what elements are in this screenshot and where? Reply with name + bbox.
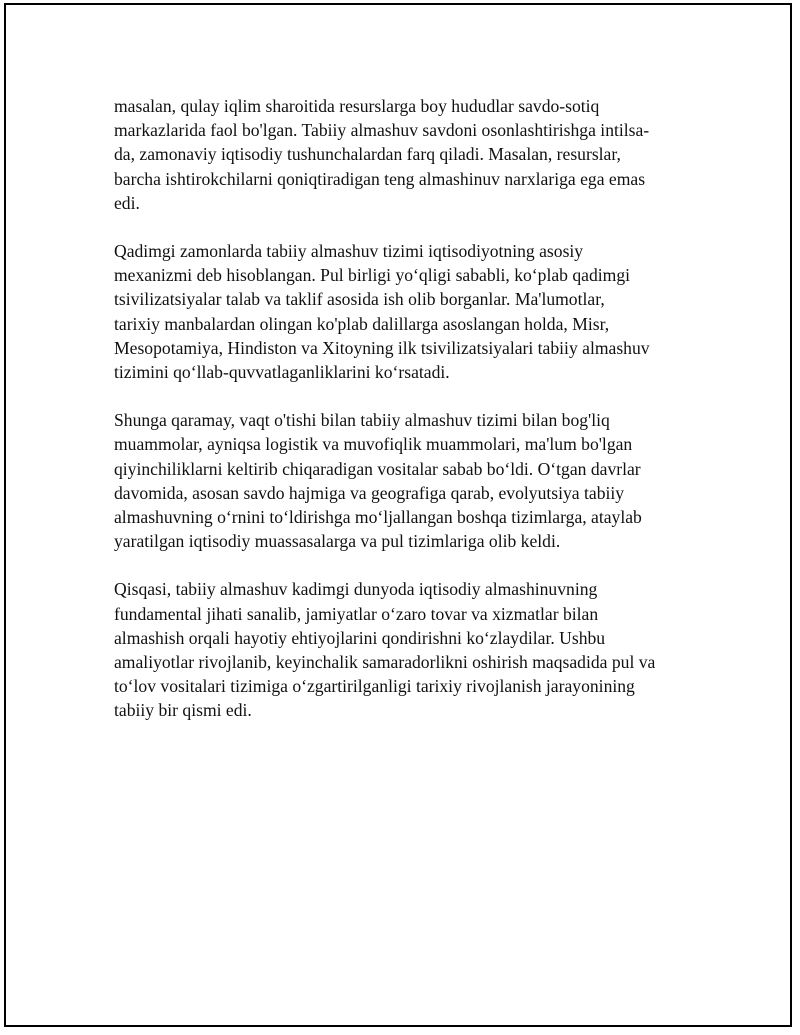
text-line: barcha ishtirokchilarni qoniqtiradigan teng almashinuv narxlariga ega emas <box>114 168 646 189</box>
text-line: tabiiy bir qismi edi. <box>114 700 252 721</box>
text-line: tizimini qo‘llab-quvvatlaganliklarini ko‘rsatadi. <box>114 362 450 383</box>
text-line: Qadimgi zamonlarda tabiiy almashuv tizimi iqtisodiyotning asosiy <box>114 241 584 262</box>
text-line: davomida, asosan savdo hajmiga va geografiga qarab, evolyutsiya tabiiy <box>114 482 625 503</box>
text-line: tarixiy manbalardan olingan ko'plab dalillarga asoslangan holda, Misr, <box>114 313 610 334</box>
text-line: yaratilgan iqtisodiy muassasalarga va pul tizimlariga olib keldi. <box>114 531 561 552</box>
text-line: fundamental jihati sanalib, jamiyatlar o‘zaro tovar va xizmatlar bilan <box>114 603 599 624</box>
text-line: edi. <box>114 192 140 213</box>
paragraph-1 <box>114 94 674 215</box>
document-body <box>114 94 674 747</box>
text-line: markazlarida faol bo'lgan. Tabiiy almashuv savdoni osonlashtirishga intilsa- <box>114 120 650 141</box>
paragraph-4 <box>114 577 674 722</box>
text-line: qiyinchiliklarni keltirib chiqaradigan vositalar sabab bo‘ldi. O‘tgan davrlar <box>114 458 641 479</box>
text-line: to‘lov vositalari tizimiga o‘zgartirilganligi tarixiy rivojlanish jarayonining <box>114 676 635 697</box>
text-line: mexanizmi deb hisoblangan. Pul birligi yo‘qligi sababli, ko‘plab qadimgi <box>114 265 631 286</box>
text-line: almashish orqali hayotiy ehtiyojlarini qondirishni ko‘zlaydilar. Ushbu <box>114 627 606 648</box>
text-line: Shunga qaramay, vaqt o'tishi bilan tabiiy almashuv tizimi bilan bog'liq <box>114 410 610 431</box>
text-line: tsivilizatsiyalar talab va taklif asosida ish olib borganlar. Ma'lumotlar, <box>114 289 605 310</box>
text-line: Mesopotamiya, Hindiston va Xitoyning ilk tsivilizatsiyalari tabiiy almashuv <box>114 337 650 358</box>
text-line: da, zamonaviy iqtisodiy tushunchalardan farq qiladi. Masalan, resurslar, <box>114 144 621 165</box>
text-line: muammolar, ayniqsa logistik va muvofiqlik muammolari, ma'lum bo'lgan <box>114 434 633 455</box>
text-line: Qisqasi, tabiiy almashuv kadimgi dunyoda iqtisodiy almashinuvning <box>114 579 598 600</box>
paragraph-3 <box>114 408 674 553</box>
text-line: almashuvning o‘rnini to‘ldirishga mo‘ljallangan boshqa tizimlarga, ataylab <box>114 507 642 528</box>
text-line: amaliyotlar rivojlanib, keyinchalik samaradorlikni oshirish maqsadida pul va <box>114 652 656 673</box>
text-line: masalan, qulay iqlim sharoitida resurslarga boy hududlar savdo-sotiq <box>114 96 600 116</box>
paragraph-2 <box>114 239 674 384</box>
